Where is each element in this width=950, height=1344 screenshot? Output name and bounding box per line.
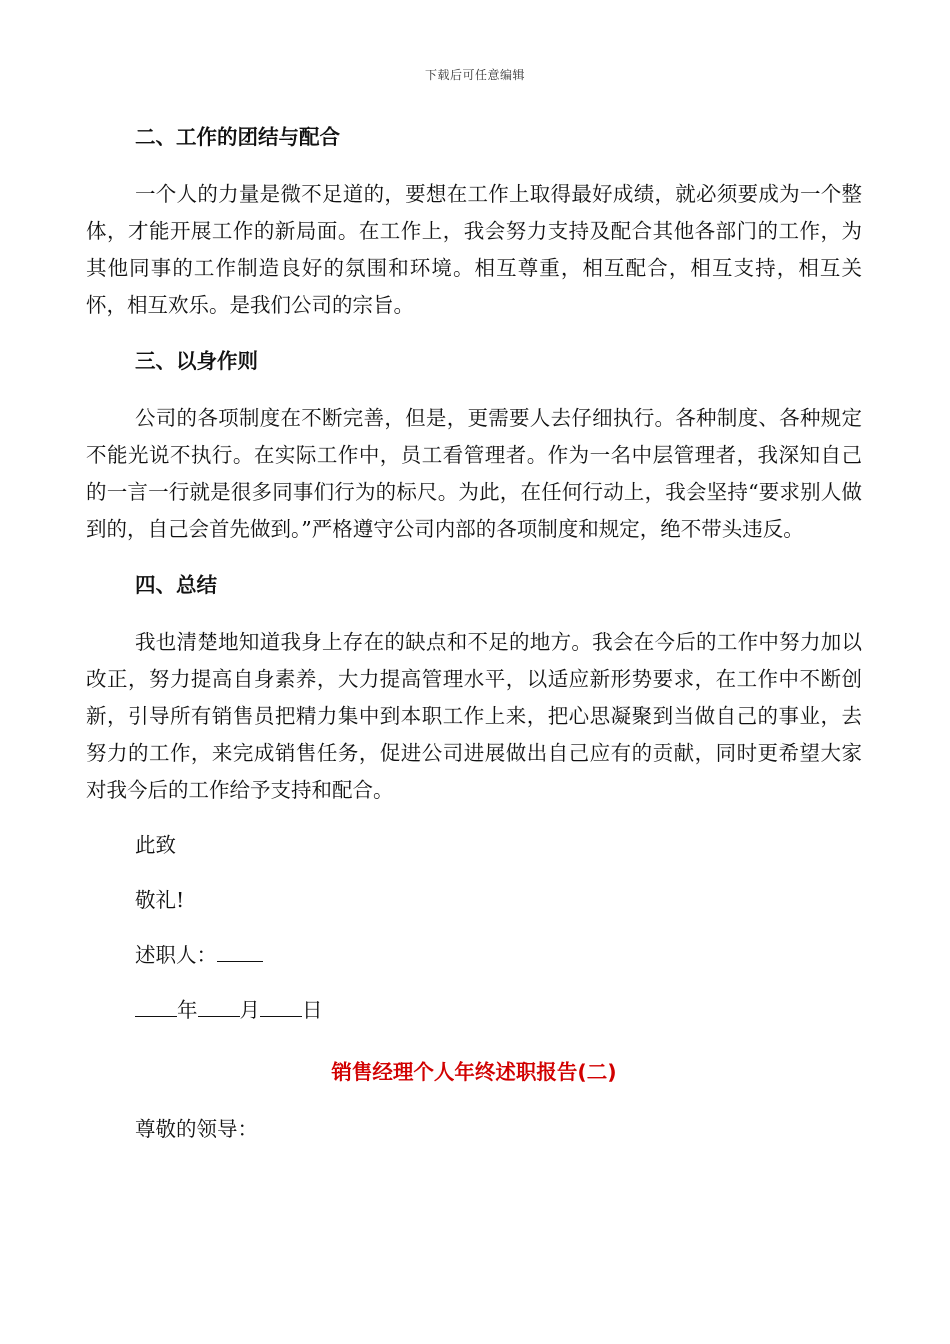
date-day-label: 日	[302, 998, 323, 1022]
salutation: 尊敬的领导：	[135, 1117, 258, 1141]
year-blank	[135, 994, 177, 1017]
section-heading-lead-by-example: 三、以身作则	[135, 349, 258, 373]
section-heading-summary: 四、总结	[135, 573, 217, 597]
closing-line-1: 此致	[135, 833, 176, 857]
date-line	[86, 992, 862, 1029]
header-note: 下载后可任意编辑	[424, 68, 525, 82]
date-year-label: 年	[177, 998, 198, 1022]
signer-blank	[217, 939, 263, 962]
signer-label: 述职人：	[135, 943, 217, 967]
section-paragraph-lead-by-example: 公司的各项制度在不断完善，但是，更需要人去仔细执行。各种制度、各种规定不能光说不执行。在实际工作中，员工看管理者。作为一名中层管理者，我深知自己的一言一行就是很多同事们行为的标尺。为此，在任何行动上，我会坚持“要求别人做到的，自己会首先做到。”严格遵守公司内部的各项制度和规定，绝不带头违反。	[86, 406, 862, 541]
next-document-title: 销售经理个人年终述职报告(二)	[331, 1060, 617, 1084]
date-month-label: 月	[239, 998, 260, 1022]
closing-line-2: 敬礼!	[135, 888, 185, 912]
section-heading-teamwork: 二、工作的团结与配合	[135, 125, 340, 149]
section-paragraph-teamwork: 一个人的力量是微不足道的，要想在工作上取得最好成绩，就必须要成为一个整体，才能开展工作的新局面。在工作上，我会努力支持及配合其他各部门的工作，为其他同事的工作制造良好的氛围和环境。相互尊重，相互配合，相互支持，相互关怀，相互欢乐。是我们公司的宗旨。	[86, 182, 862, 317]
section-paragraph-summary: 我也清楚地知道我身上存在的缺点和不足的地方。我会在今后的工作中努力加以改正，努力提高自身素养，大力提高管理水平，以适应新形势要求，在工作中不断创新，引导所有销售员把精力集中到本职工作上来，把心思凝聚到当做自己的事业，去努力的工作，来完成销售任务，促进公司进展做出自己应有的贡献，同时更希望大家对我今后的工作给予支持和配合。	[86, 630, 862, 802]
signer-line	[86, 937, 862, 974]
document-body	[86, 118, 862, 1148]
day-blank	[260, 994, 302, 1017]
month-blank	[198, 994, 240, 1017]
